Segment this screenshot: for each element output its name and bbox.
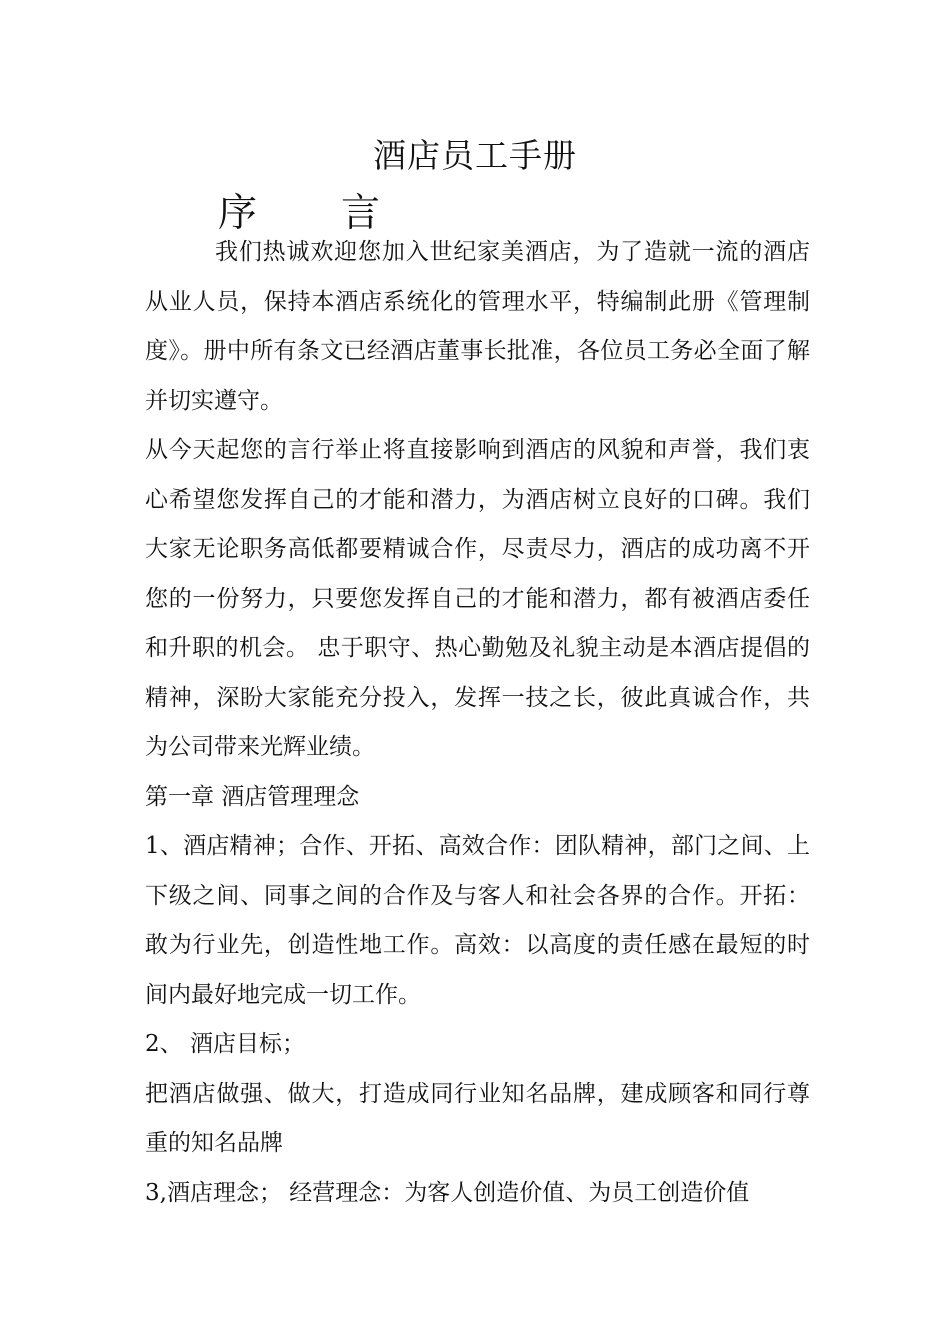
document-body xyxy=(145,228,810,1218)
chapter-heading: 第一章 酒店管理理念 xyxy=(145,783,360,810)
document-title: 酒店员工手册 xyxy=(373,136,577,175)
preface-char-2: 言 xyxy=(341,191,381,236)
paragraph-welcome: 我们热诚欢迎您加入世纪家美酒店，为了造就一流的酒店从业人员，保持本酒店系统化的管理水平，特编制此册《管理制度》。册中所有条文已经酒店董事长批准，各位员工务必全面了解并切实遵守。 xyxy=(145,239,810,414)
paragraph-expectation: 从今天起您的言行举止将直接影响到酒店的风貌和声誉，我们衷心希望您发挥自己的才能和潜力，为酒店树立良好的口碑。我们大家无论职务高低都要精诚合作，尽责尽力，酒店的成功离不开您的一份努力，只要您发挥自己的才能和潜力，都有被酒店委任和升职的机会。 忠于职守、热心勤勉及礼貌主动是本酒店提倡的精神，深盼大家能充分投入，发挥一技之长，彼此真诚合作，共为公司带来光辉业绩。 xyxy=(145,437,810,760)
paragraph-hotel-spirit: 1、酒店精神；合作、开拓、高效合作：团队精神，部门之间、上下级之间、同事之间的合作及与客人和社会各界的合作。开拓：敢为行业先，创造性地工作。高效：以高度的责任感在最短的时间内最好地完成一切工作。 xyxy=(145,833,810,1008)
paragraph-hotel-goal-heading: 2、 酒店目标； xyxy=(145,1031,305,1057)
paragraph-hotel-philosophy: 3,酒店理念； 经营理念：为客人创造价值、为员工创造价值 xyxy=(145,1179,750,1206)
preface-char-1: 序 xyxy=(218,191,258,236)
paragraph-hotel-goal: 把酒店做强、做大，打造成同行业知名品牌，建成顾客和同行尊重的知名品牌 xyxy=(145,1080,810,1156)
